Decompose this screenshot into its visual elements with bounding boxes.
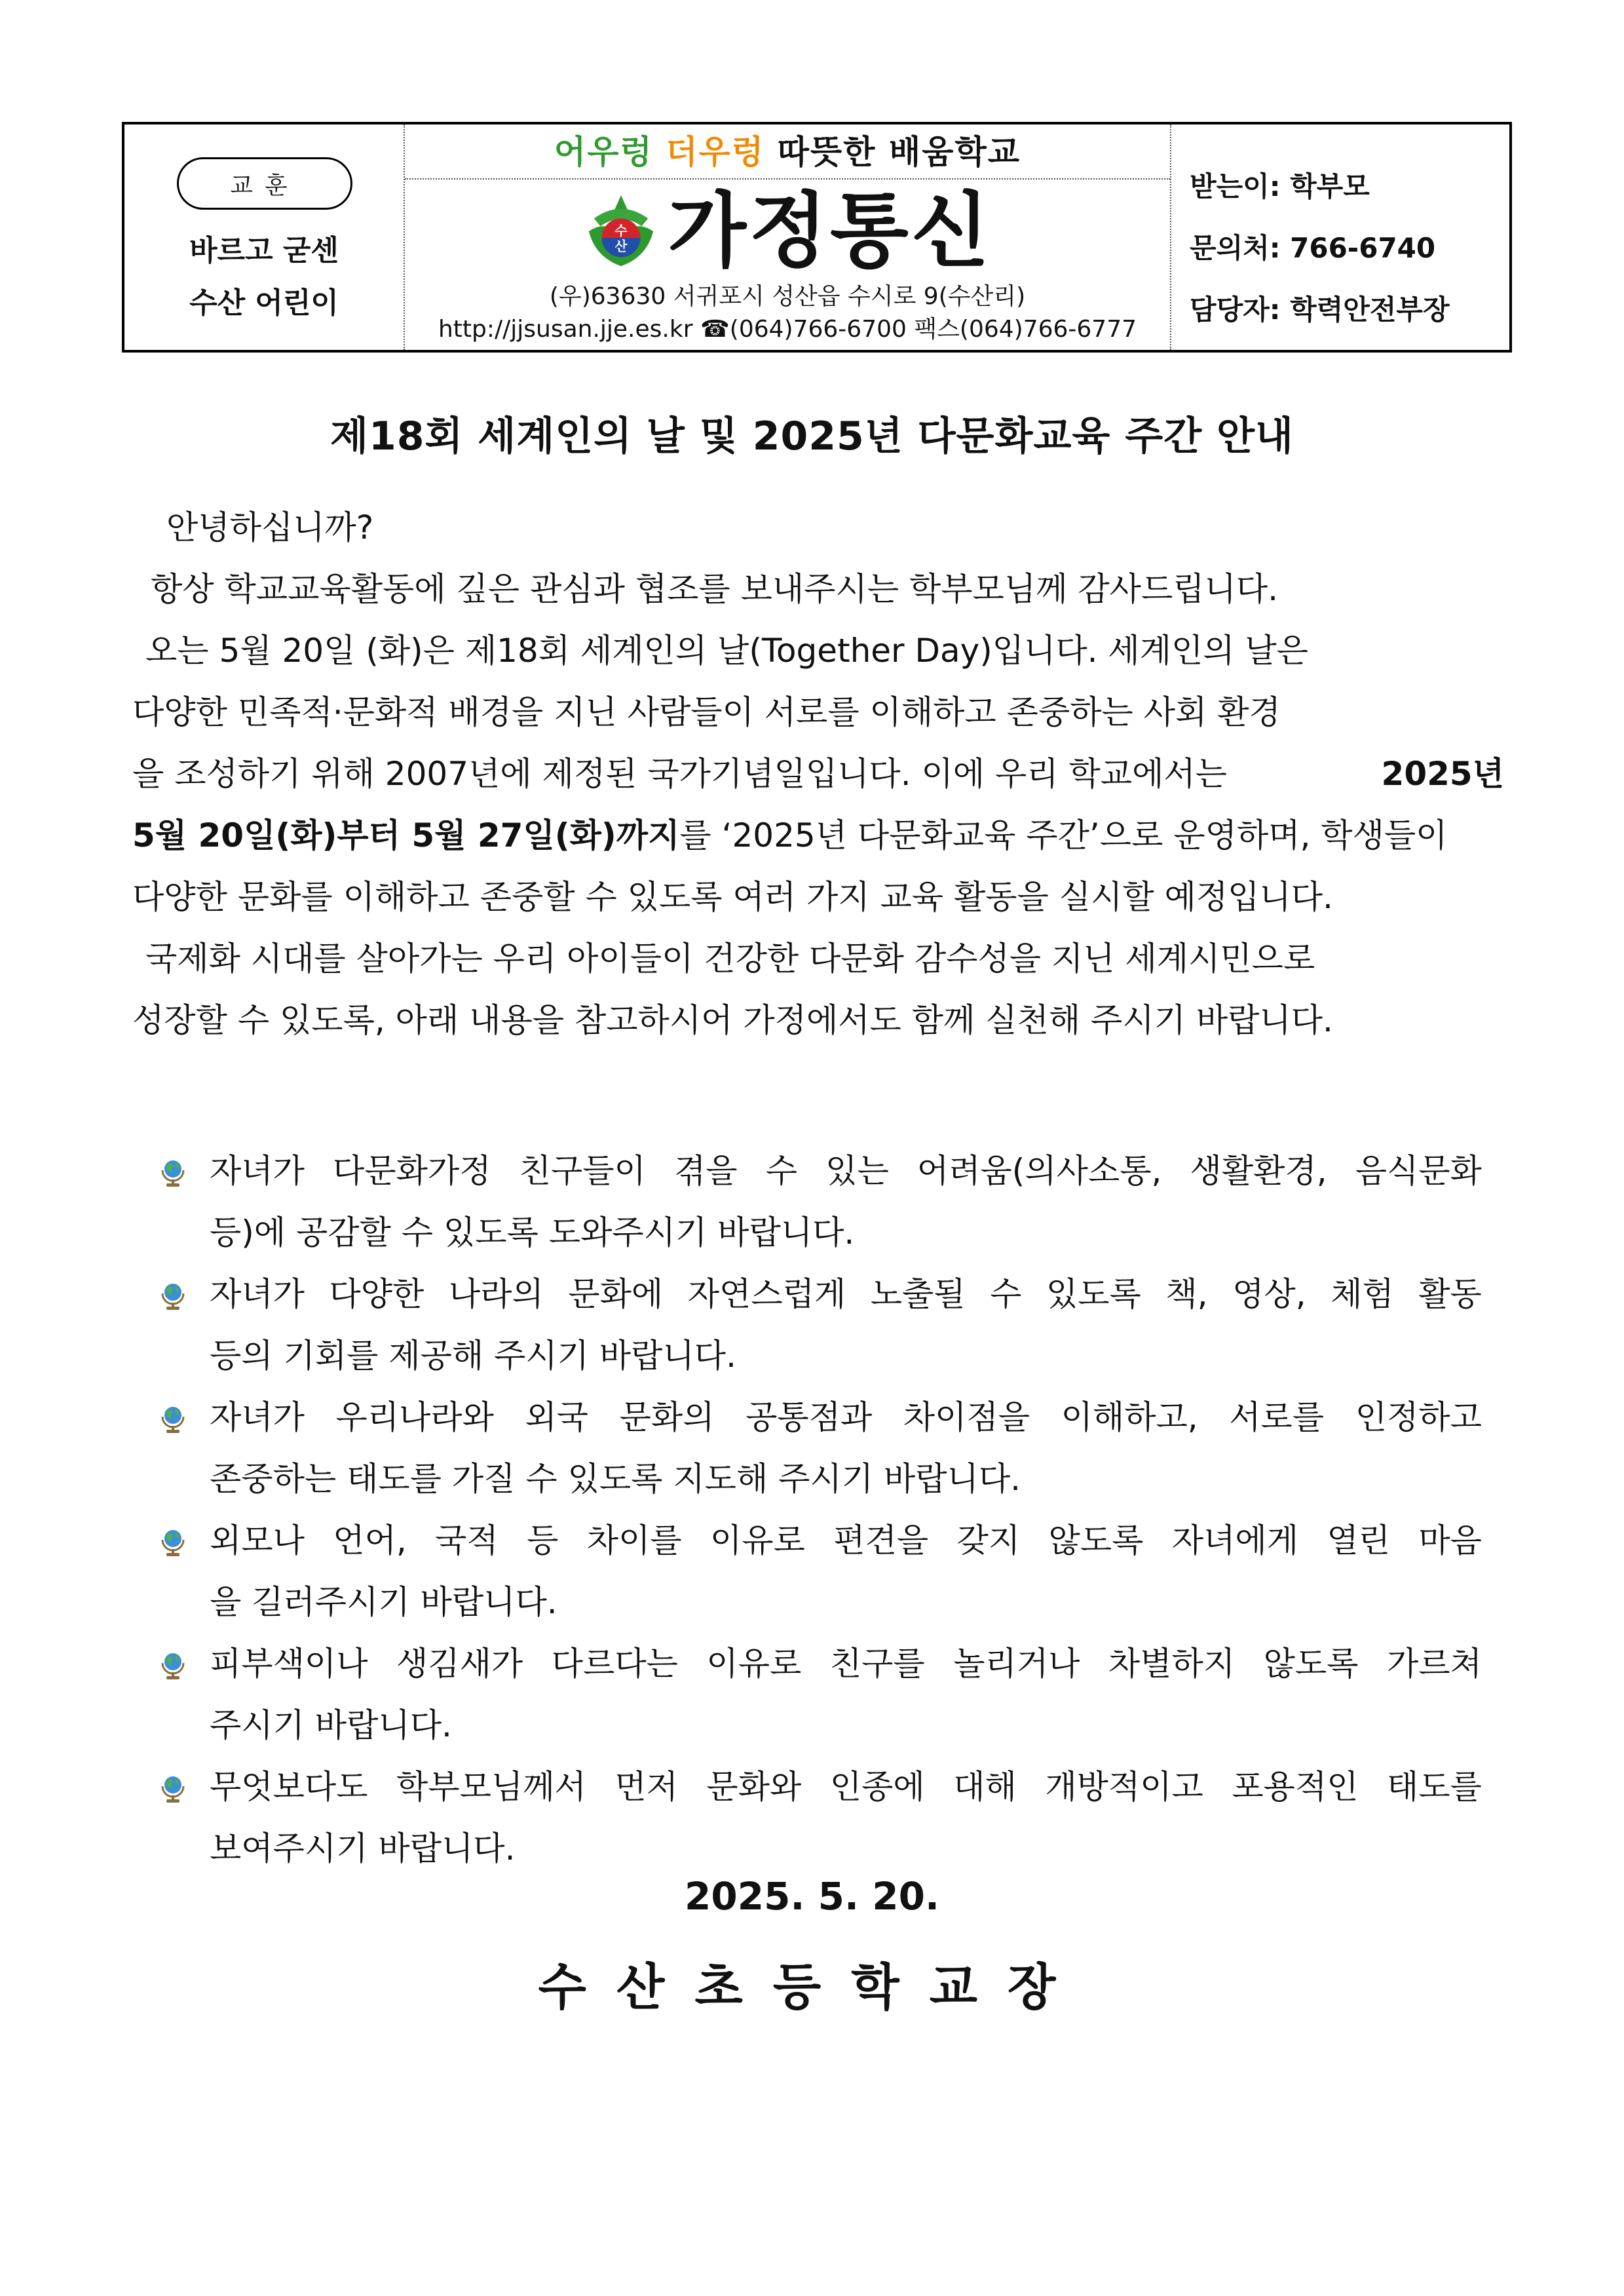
word: 포용적인 [1232,1768,1359,1806]
body-line: 오는 5월 20일 (화)은 제18회 세계인의 날(Together Day)입니다. 세계인의 날은 [145,632,1309,670]
word: 문화와 [706,1768,802,1806]
newsletter-title: 가정통신 [668,184,992,278]
tip-item [159,1140,1482,1263]
word: 다르다는 [551,1645,678,1683]
person-in-charge: 담당자: 학력안전부장 [1190,294,1450,326]
globe-icon [159,1773,187,1805]
tip-item [159,1263,1482,1387]
word: 수 [990,1275,1022,1313]
body-line: 국제화 시대를 살아가는 우리 아이들이 건강한 다문화 감수성을 지닌 세계시민으로 [145,940,1315,978]
word: 생활환경, [1190,1152,1327,1190]
body-emphasis: 5월 20일(화)부터 5월 27일(화)까지 [132,816,680,854]
word: 수 [765,1152,798,1190]
word: 인종에 [829,1768,925,1806]
title-row [405,182,1170,280]
word: 놀리거나 [953,1645,1080,1683]
tip-line [210,1140,1482,1202]
document-title: 제18회 세계인의 날 및 2025년 다문화교육 주간 안내 [330,413,1294,459]
body-text: 를 ‘2025년 다문화교육 주간’으로 운영하며, 학생들이 [679,816,1448,854]
word: 자녀가 [210,1152,305,1190]
word: 생김새가 [396,1645,523,1683]
body-emphasis: 2025년 [1381,755,1504,793]
tip-line: 보여주시기 바랍니다. [210,1829,516,1867]
motto-line-1: 바르고 굳센 [189,234,339,267]
word: 이유로 [706,1645,802,1683]
tip-line: 을 길러주시기 바랍니다. [210,1583,557,1621]
word: 친구들이 [519,1152,646,1190]
word: 열린 [1327,1521,1390,1559]
word: 않도록 [1263,1645,1359,1683]
body-line: 다양한 민족적·문화적 배경을 지닌 사람들이 서로를 이해하고 존중하는 사회 환경 [132,693,1281,731]
word: 차이를 [586,1521,682,1559]
tip-line: 주시기 바랍니다. [210,1706,452,1744]
tip-line [210,1633,1482,1694]
tip-item [159,1510,1482,1633]
logo-text-bottom: 산 [614,239,628,254]
word: 자녀가 [210,1398,305,1436]
motto-box [124,124,405,350]
principal-signature: 수산초등학교장 [538,1958,1086,2016]
word: 갖지 [956,1521,1021,1559]
tip-line: 존중하는 태도를 가질 수 있도록 지도해 주시기 바랍니다. [210,1460,1021,1498]
word: 다양한 [329,1275,425,1313]
word: 겪을 [673,1152,738,1190]
word: 개방적이고 [1045,1768,1203,1806]
school-contact: http://jjsusan.jje.es.kr ☎(064)766-6700 팩스(064)766-6777 [438,316,1137,343]
word: 문화에 [568,1275,664,1313]
globe-icon [159,1280,187,1312]
logo-text-top: 수 [614,223,628,239]
word: 차별하지 [1108,1645,1236,1683]
globe-icon [159,1527,187,1558]
inquiry-phone: 문의처: 766-6740 [1190,232,1436,264]
tip-item [159,1387,1482,1510]
school-logo-icon [582,193,660,270]
letter-body [132,497,1504,1051]
tip-line [210,1756,1482,1818]
tip-line [210,1263,1482,1325]
word: 있도록 [1046,1275,1141,1313]
word: 외모나 [210,1521,305,1559]
body-line: 안녕하십니까? [166,508,374,546]
motto-badge: 교훈 [177,157,352,210]
word: 있는 [825,1152,889,1190]
word: 않도록 [1048,1521,1144,1559]
motto-line-2: 수산 어린이 [189,286,339,320]
word: 문화의 [619,1398,715,1436]
word: 체험 [1331,1275,1394,1313]
word: 무엇보다도 [210,1768,368,1806]
word: 이해하고, [1061,1398,1198,1436]
word: 편견을 [833,1521,929,1559]
word: 태도를 [1387,1768,1482,1806]
word: 자녀에게 [1171,1521,1298,1559]
body-line [132,805,1504,866]
tip-line: 등)에 공감할 수 있도록 도와주시기 바랍니다. [210,1214,855,1252]
letterhead [122,122,1512,353]
issue-date: 2025. 5. 20. [685,1874,939,1919]
word: 영상, [1232,1275,1306,1313]
school-slogan [405,124,1170,180]
word: 가르쳐 [1387,1645,1482,1683]
word: 공통점과 [746,1398,873,1436]
word: 학부모님께서 [396,1768,586,1806]
word: 친구를 [829,1645,925,1683]
word: 서로를 [1229,1398,1325,1436]
body-line: 다양한 문화를 이해하고 존중할 수 있도록 여러 가지 교육 활동을 실시할 예정입니다. [132,878,1333,916]
globe-icon [159,1650,187,1681]
word: 활동 [1418,1275,1482,1313]
word: 음식문화 [1355,1152,1482,1190]
word: 이유로 [710,1521,805,1559]
body-line: 성장할 수 있도록, 아래 내용을 참고하시어 가정에서도 함께 실천해 주시기 바랍니다. [132,1001,1333,1039]
body-line: 항상 학교교육활동에 깊은 관심과 협조를 보내주시는 학부모님께 감사드립니다. [151,570,1279,608]
tip-line [210,1387,1482,1448]
word: 우리나라와 [335,1398,494,1436]
school-address: (우)63630 서귀포시 성산읍 수시로 9(수산리) [549,283,1026,310]
body-line [132,743,1504,805]
word: 나라의 [448,1275,544,1313]
word: 인정하고 [1355,1398,1482,1436]
tip-line: 등의 기회를 제공해 주시기 바랍니다. [210,1337,736,1375]
tip-item [159,1633,1482,1756]
tips-list [159,1140,1482,1879]
tip-line [210,1510,1482,1571]
recipient: 받는이: 학부모 [1190,170,1370,202]
word: 피부색이나 [210,1645,368,1683]
word: 등 [527,1521,559,1559]
word: 언어, [333,1521,407,1559]
word: 먼저 [614,1768,678,1806]
word: 마음 [1418,1521,1482,1559]
title-box [405,124,1171,350]
globe-icon [159,1157,187,1189]
word: 노출될 [870,1275,966,1313]
tip-item [159,1756,1482,1879]
body-text: 을 조성하기 위해 2007년에 제정된 국가기념일입니다. 이에 우리 학교에서는 [132,755,1227,793]
word: 다문화가정 [333,1152,491,1190]
word: 자연스럽게 [687,1275,846,1313]
globe-icon [159,1404,187,1435]
info-box [1171,124,1509,350]
word: 어려움(의사소통, [916,1152,1162,1190]
word: 책, [1165,1275,1208,1313]
word: 대해 [953,1768,1017,1806]
word: 차이점을 [903,1398,1030,1436]
slogan-word-2: 더우렁 [666,133,765,171]
slogan-word-1: 어우렁 [554,133,653,171]
word: 국적 [435,1521,499,1559]
word: 자녀가 [210,1275,305,1313]
word: 외국 [525,1398,589,1436]
slogan-word-3: 따뜻한 배움학교 [777,133,1021,171]
